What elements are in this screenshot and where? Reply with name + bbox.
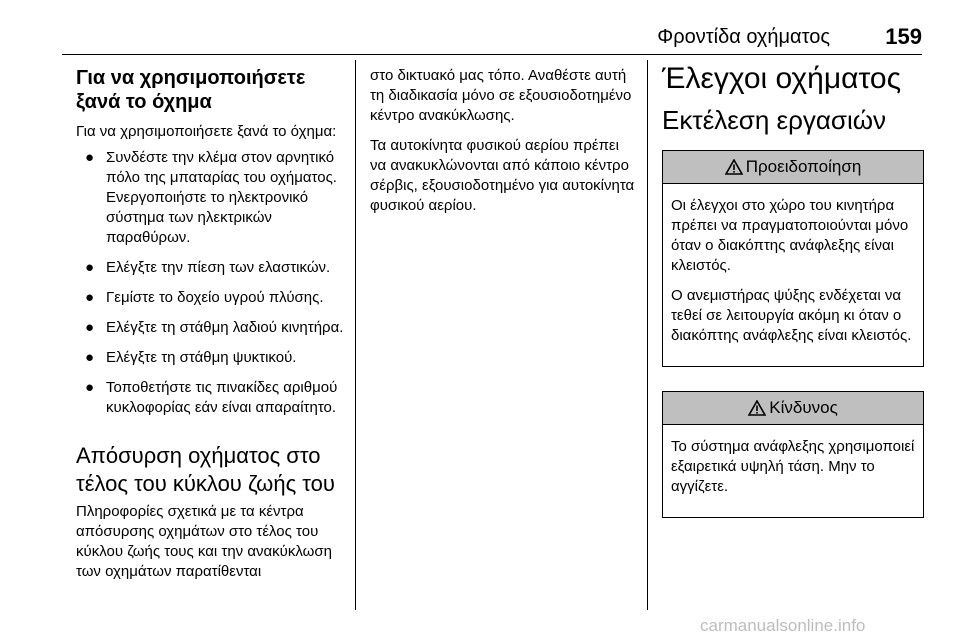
column-divider [355,60,356,610]
danger-header [663,392,923,425]
disposal-heading: Απόσυρση οχήματος στο τέλος του κύκλου ζωής του [76,443,335,496]
list-item: ● Γεμίστε το δοχείο υγρού πλύσης. [85,289,324,306]
danger-text: Το σύστημα ανάφλεξης χρησιμοποιεί εξαιρετικά υψηλή τάση. Μην το αγγίζετε. [671,438,915,495]
column-left [76,66,348,588]
warning-triangle-icon [748,400,766,416]
bullet-icon: ● [85,259,95,276]
list-item: ● Συνδέστε την κλέμα στον αρνητικό πόλο της μπαταρίας του οχήματος. Ενεργοποιήστε το ηλεκτρονικό σύστημα των ηλεκτρικών παραθύρων. [85,149,337,246]
list-item: ● Τοποθετήστε τις πινακίδες αριθμού κυκλοφορίας εάν είναι απαραίτητο. [85,379,338,416]
paragraph: στο δικτυακό μας τόπο. Αναθέστε αυτή τη διαδικασία μόνο σε εξουσιοδοτημένο κέντρο ανακύκλωσης. [370,67,632,124]
page-number: 159 [885,24,922,49]
section-heading: Έλεγχοι οχήματος [662,62,902,95]
reuse-intro: Για να χρησιμοποιήσετε ξανά το όχημα: [76,123,337,140]
bullet-icon: ● [85,319,95,336]
section-title: Φροντίδα οχήματος [657,26,830,48]
paragraph: Τα αυτοκίνητα φυσικού αερίου πρέπει να ανακυκλώνονται από κάποιο κέντρο σέρβις, εξουσιοδοτημένο για αυτοκίνητα φυσικού αερίου. [370,137,635,214]
column-divider [647,60,648,610]
watermark: carmanualsonline.info [700,616,866,635]
warning-text: Ο ανεμιστήρας ψύξης ενδέχεται να τεθεί σε λειτουργία ακόμη κι όταν ο διακόπτης ανάφλεξης είναι κλειστός. [671,287,912,344]
disposal-text: Πληροφορίες σχετικά με τα κέντρα απόσυρσης οχημάτων στο τέλος του κύκλου ζωής τους και την ανακύκλωση των οχημάτων παρατίθενται [76,503,332,580]
column-middle [370,66,638,222]
danger-title: Κίνδυνος [769,398,838,417]
section-subheading: Εκτέλεση εργασιών [662,105,887,135]
page-header [62,22,922,55]
bullet-icon: ● [85,149,95,166]
bullet-icon: ● [85,289,95,306]
danger-box [662,391,924,518]
list-item: ● Ελέγξτε τη στάθμη ψυκτικού. [85,349,297,366]
list-item: ● Ελέγξτε τη στάθμη λαδιού κινητήρα. [85,319,344,336]
warning-text: Οι έλεγχοι στο χώρο του κινητήρα πρέπει να πραγματοποιούνται μόνο όταν ο διακόπτης ανάφλεξης είναι κλειστός. [671,197,909,274]
reuse-heading: Για να χρησιμοποιήσετε ξανά το όχημα [76,67,306,113]
bullet-icon: ● [85,379,95,396]
list-item: ● Ελέγξτε την πίεση των ελαστικών. [85,259,331,276]
warning-box [662,150,924,367]
bullet-icon: ● [85,349,95,366]
warning-triangle-icon [725,159,743,175]
column-right [662,62,924,542]
reuse-checklist [76,148,348,418]
warning-title: Προειδοποίηση [745,157,862,176]
warning-header [663,151,923,184]
